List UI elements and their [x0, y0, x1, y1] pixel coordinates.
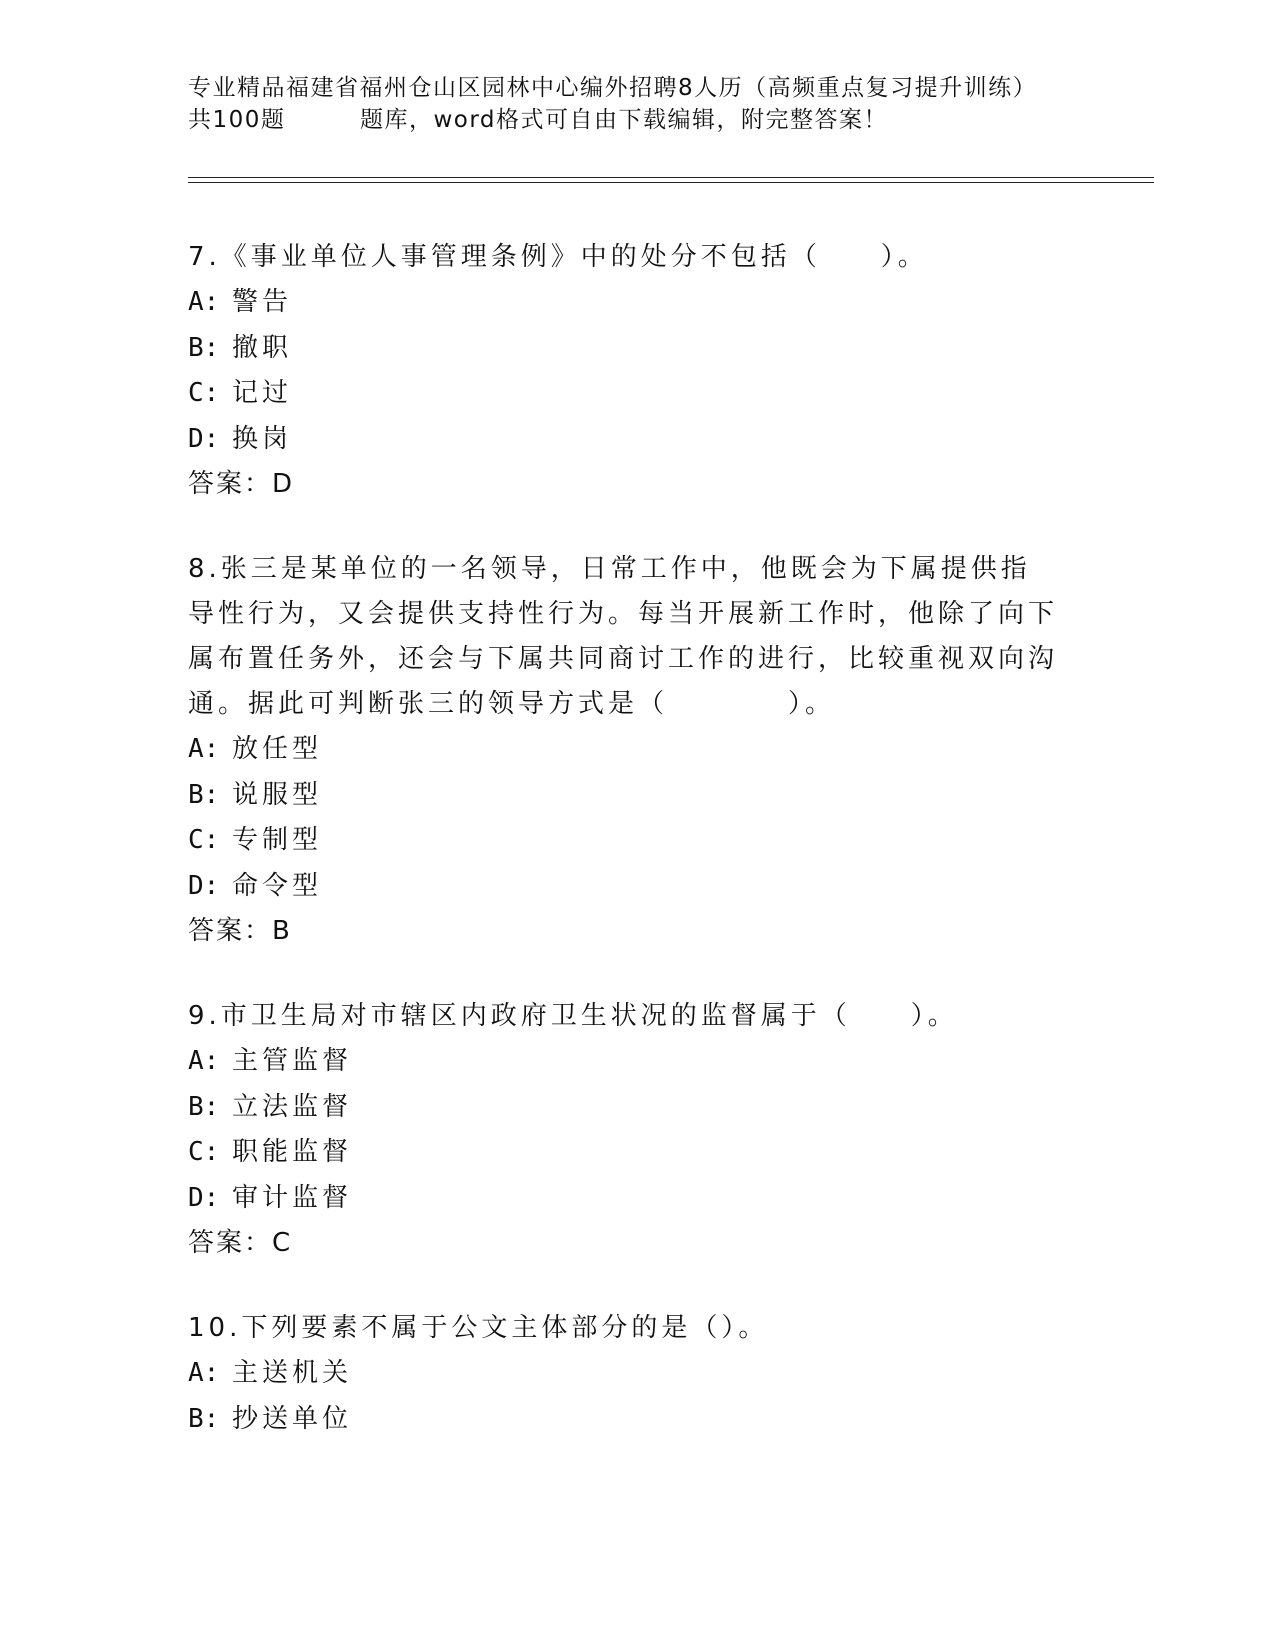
option-text: 职能监督: [232, 1137, 353, 1167]
question-8: [188, 547, 1058, 954]
option-a: [188, 1351, 1058, 1397]
option-letter: A:: [188, 734, 220, 764]
answer-value: D: [272, 469, 295, 499]
header-divider-top: [188, 177, 1154, 178]
header-divider-bottom: [188, 182, 1154, 183]
option-a: [188, 727, 1058, 773]
question-text: 8.张三是某单位的一名领导，日常工作中，他既会为下属提供指导性行为，又会提供支持性行为。每当开展新工作时，他除了向下属布置任务外，还会与下属共同商讨工作的进行，比较重视双向沟通。据此可判断张三的领导方式是（ ）。: [188, 554, 1059, 719]
option-text: 说服型: [232, 779, 323, 810]
option-text: 撤职: [232, 332, 293, 363]
answer-line: [188, 909, 1058, 954]
question-list: [188, 235, 1058, 1482]
option-letter: D:: [188, 1182, 220, 1213]
option-letter: B:: [188, 779, 220, 810]
option-d: [188, 417, 1058, 463]
option-text: 警告: [232, 287, 293, 317]
option-letter: D:: [188, 870, 220, 901]
option-b: [188, 326, 1058, 372]
option-a: [188, 1039, 1058, 1085]
option-c: [188, 818, 1058, 864]
option-b: [188, 773, 1058, 819]
answer-line: [188, 462, 1058, 507]
option-letter: C:: [188, 825, 220, 855]
header-title-line1: 专业精品福建省福州仓山区园林中心编外招聘8人历（高频重点复习提升训练）: [188, 75, 1038, 101]
option-c: [188, 1130, 1058, 1176]
option-a: [188, 280, 1058, 326]
answer-label: 答案：: [188, 916, 273, 946]
answer-value: B: [272, 916, 292, 946]
option-letter: A:: [188, 287, 220, 317]
option-letter: B:: [188, 1403, 220, 1434]
option-text: 审计监督: [232, 1182, 353, 1213]
question-7: [188, 235, 1058, 507]
option-letter: B:: [188, 1091, 220, 1122]
answer-label: 答案：: [188, 1228, 273, 1258]
option-text: 立法监督: [232, 1091, 353, 1122]
question-text: 9.市卫生局对市辖区内政府卫生状况的监督属于（ ）。: [188, 1001, 958, 1031]
option-letter: C:: [188, 378, 220, 408]
option-d: [188, 864, 1058, 910]
question-count: 共100题: [188, 107, 286, 133]
header-subtitle: 题库，word格式可自由下载编辑，附完整答案！: [360, 107, 889, 133]
option-b: [188, 1085, 1058, 1131]
option-b: [188, 1397, 1058, 1443]
question-10: [188, 1306, 1058, 1442]
question-9: [188, 994, 1058, 1266]
option-text: 主管监督: [232, 1046, 353, 1076]
option-c: [188, 371, 1058, 417]
option-d: [188, 1176, 1058, 1222]
option-text: 主送机关: [232, 1358, 353, 1388]
document-header: [188, 72, 1088, 136]
option-letter: D:: [188, 423, 220, 454]
option-text: 命令型: [232, 870, 323, 901]
answer-value: C: [272, 1228, 293, 1258]
option-text: 换岗: [232, 423, 293, 454]
answer-label: 答案：: [188, 469, 273, 499]
header-title-line2: [188, 104, 1088, 136]
option-letter: A:: [188, 1358, 220, 1388]
option-letter: A:: [188, 1046, 220, 1076]
answer-line: [188, 1221, 1058, 1266]
option-text: 专制型: [232, 825, 323, 855]
option-text: 记过: [232, 378, 293, 408]
option-letter: C:: [188, 1137, 220, 1167]
option-text: 放任型: [232, 734, 323, 764]
question-text: 7.《事业单位人事管理条例》中的处分不包括（ ）。: [188, 242, 928, 272]
option-text: 抄送单位: [232, 1403, 353, 1434]
question-text: 10.下列要素不属于公文主体部分的是（）。: [188, 1313, 769, 1343]
option-letter: B:: [188, 332, 220, 363]
